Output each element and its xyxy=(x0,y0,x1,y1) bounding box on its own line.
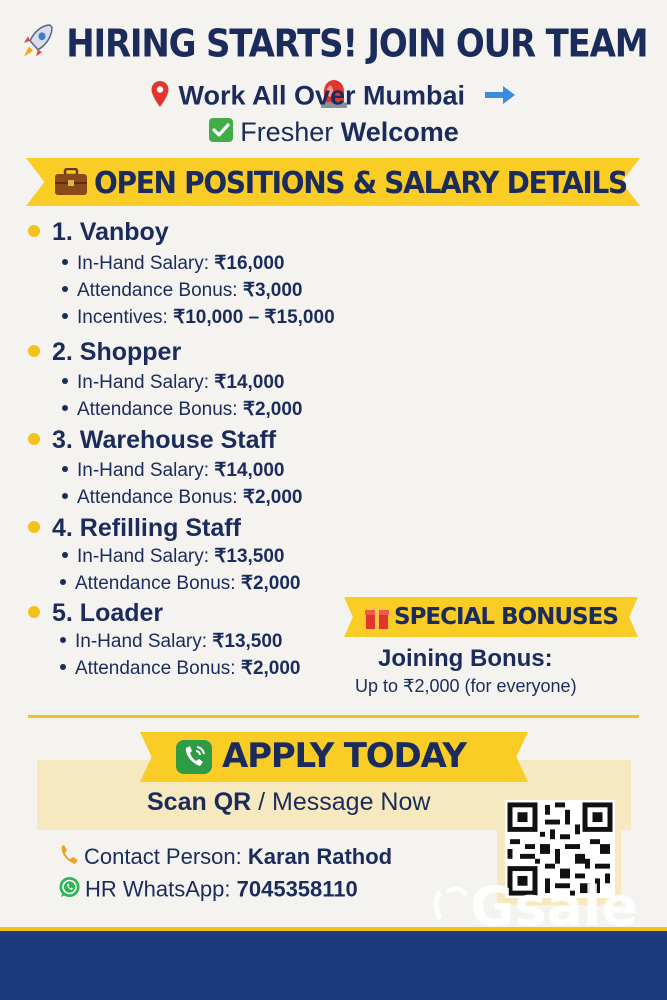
whatsapp-contact[interactable] xyxy=(58,876,358,905)
position-title: 2. Shopper xyxy=(28,338,303,367)
map-pin-icon xyxy=(150,80,170,115)
hand-logo-icon xyxy=(428,870,474,943)
watermark-text: Gsale xyxy=(470,875,639,938)
list-item: In-Hand Salary: ₹14,000 xyxy=(62,457,303,484)
headline-text: HIRING STARTS! JOIN OUR TEAM xyxy=(66,21,648,67)
list-item: Attendance Bonus: ₹2,000 xyxy=(60,655,301,682)
positions-banner-text: OPEN POSITIONS & SALARY DETAILS xyxy=(94,165,627,201)
scan-qr-text: Scan QR xyxy=(147,788,252,816)
list-item: In-Hand Salary: ₹16,000 xyxy=(62,250,335,277)
location-line xyxy=(0,80,667,115)
position-vanboy xyxy=(28,218,335,331)
phone-handset-icon xyxy=(58,844,80,872)
fresher-line xyxy=(0,117,667,150)
position-title: 5. Loader xyxy=(28,599,301,628)
list-item: Attendance Bonus: ₹2,000 xyxy=(60,570,301,597)
bonuses-banner-text: SPECIAL BONUSES xyxy=(394,604,618,630)
list-item: Attendance Bonus: ₹2,000 xyxy=(62,484,303,511)
fresher-bold: Welcome xyxy=(340,117,459,147)
contact-person-name: Karan Rathod xyxy=(247,844,393,869)
joining-bonus-label: Joining Bonus: xyxy=(378,645,553,672)
rocket-icon xyxy=(20,21,56,71)
right-arrow-icon xyxy=(483,82,517,113)
gift-icon xyxy=(364,603,390,636)
list-item: In-Hand Salary: ₹13,500 xyxy=(62,543,301,570)
list-item: In-Hand Salary: ₹13,500 xyxy=(60,628,301,655)
fresher-prefix: Fresher xyxy=(240,117,334,147)
list-item: Attendance Bonus: ₹3,000 xyxy=(62,277,335,304)
position-shopper xyxy=(28,338,303,423)
checkmark-icon xyxy=(208,117,234,150)
position-title: 1. Vanboy xyxy=(28,218,335,247)
position-title: 4. Refilling Staff xyxy=(28,514,301,543)
briefcase-icon xyxy=(54,168,88,201)
whatsapp-label: HR WhatsApp: xyxy=(85,876,231,902)
whatsapp-icon xyxy=(58,876,81,905)
list-item: Incentives: ₹10,000 – ₹15,000 xyxy=(62,304,335,331)
position-loader xyxy=(28,599,301,682)
message-now-text: / Message Now xyxy=(258,788,431,816)
phone-icon xyxy=(175,739,213,780)
location-text: Work All Over Mumbai xyxy=(178,80,466,111)
position-title: 3. Warehouse Staff xyxy=(28,426,303,455)
position-warehouse-staff xyxy=(28,426,303,511)
scan-line xyxy=(147,788,430,817)
whatsapp-number: 7045358110 xyxy=(236,876,358,902)
contact-person xyxy=(58,844,392,872)
divider xyxy=(28,715,639,718)
list-item: Attendance Bonus: ₹2,000 xyxy=(62,396,303,423)
watermark-logo xyxy=(428,870,639,956)
position-refilling-staff xyxy=(28,514,301,597)
list-item: In-Hand Salary: ₹14,000 xyxy=(62,369,303,396)
apply-banner-text: APPLY TODAY xyxy=(222,736,466,776)
contact-person-label: Contact Person: xyxy=(84,844,242,869)
joining-bonus-detail: Up to ₹2,000 (for everyone) xyxy=(355,676,577,696)
